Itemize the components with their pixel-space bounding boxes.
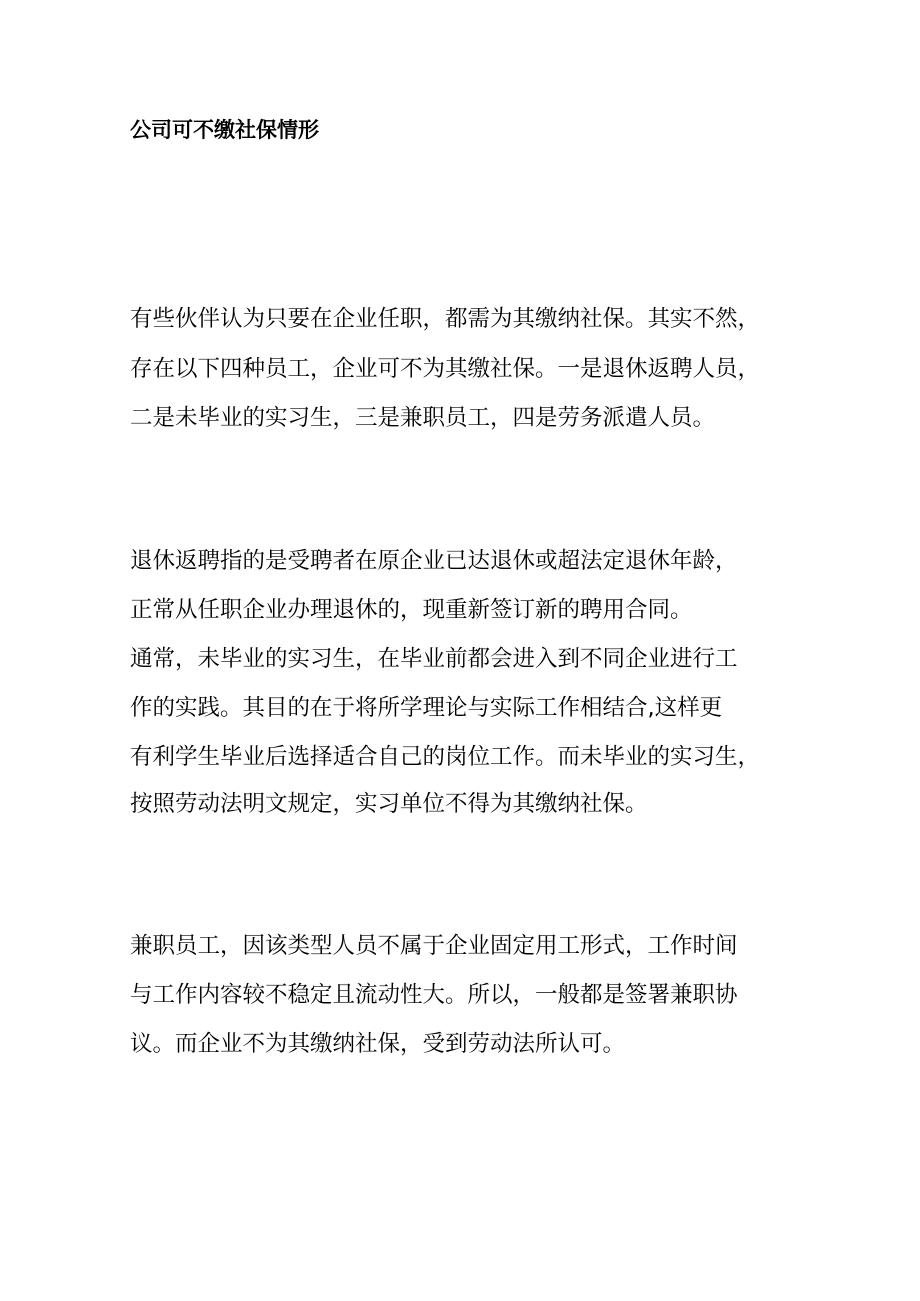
paragraph-line: 按照劳动法明文规定，实习单位不得为其缴纳社保。 — [130, 791, 648, 817]
paragraph-line: 兼职员工，因该类型人员不属于企业固定用工形式，工作时间 — [130, 933, 738, 959]
paragraph-line: 有些伙伴认为只要在企业任职，都需为其缴纳社保。其实不然， — [130, 306, 761, 332]
paragraph-line: 作的实践。其目的在于将所学理论与实际工作相结合,这样更 — [130, 695, 723, 721]
paragraph-line: 议。而企业不为其缴纳社保，受到劳动法所认可。 — [130, 1031, 626, 1057]
paragraph-line: 通常，未毕业的实习生，在毕业前都会进入到不同企业进行工 — [130, 646, 738, 672]
paragraph-line: 退休返聘指的是受聘者在原企业已达退休或超法定退休年龄， — [130, 548, 738, 574]
paragraph-line: 有利学生毕业后选择适合自己的岗位工作。而未毕业的实习生， — [130, 744, 761, 770]
paragraph-line: 存在以下四种员工，企业可不为其缴社保。一是退休返聘人员， — [130, 356, 761, 382]
document-title: 公司可不缴社保情形 — [130, 118, 319, 142]
paragraph-line: 二是未毕业的实习生，三是兼职员工，四是劳务派遣人员。 — [130, 405, 716, 431]
paragraph-line: 正常从任职企业办理退休的，现重新签订新的聘用合同。 — [130, 597, 693, 623]
paragraph-line: 与工作内容较不稳定且流动性大。所以，一般都是签署兼职协 — [130, 982, 738, 1008]
